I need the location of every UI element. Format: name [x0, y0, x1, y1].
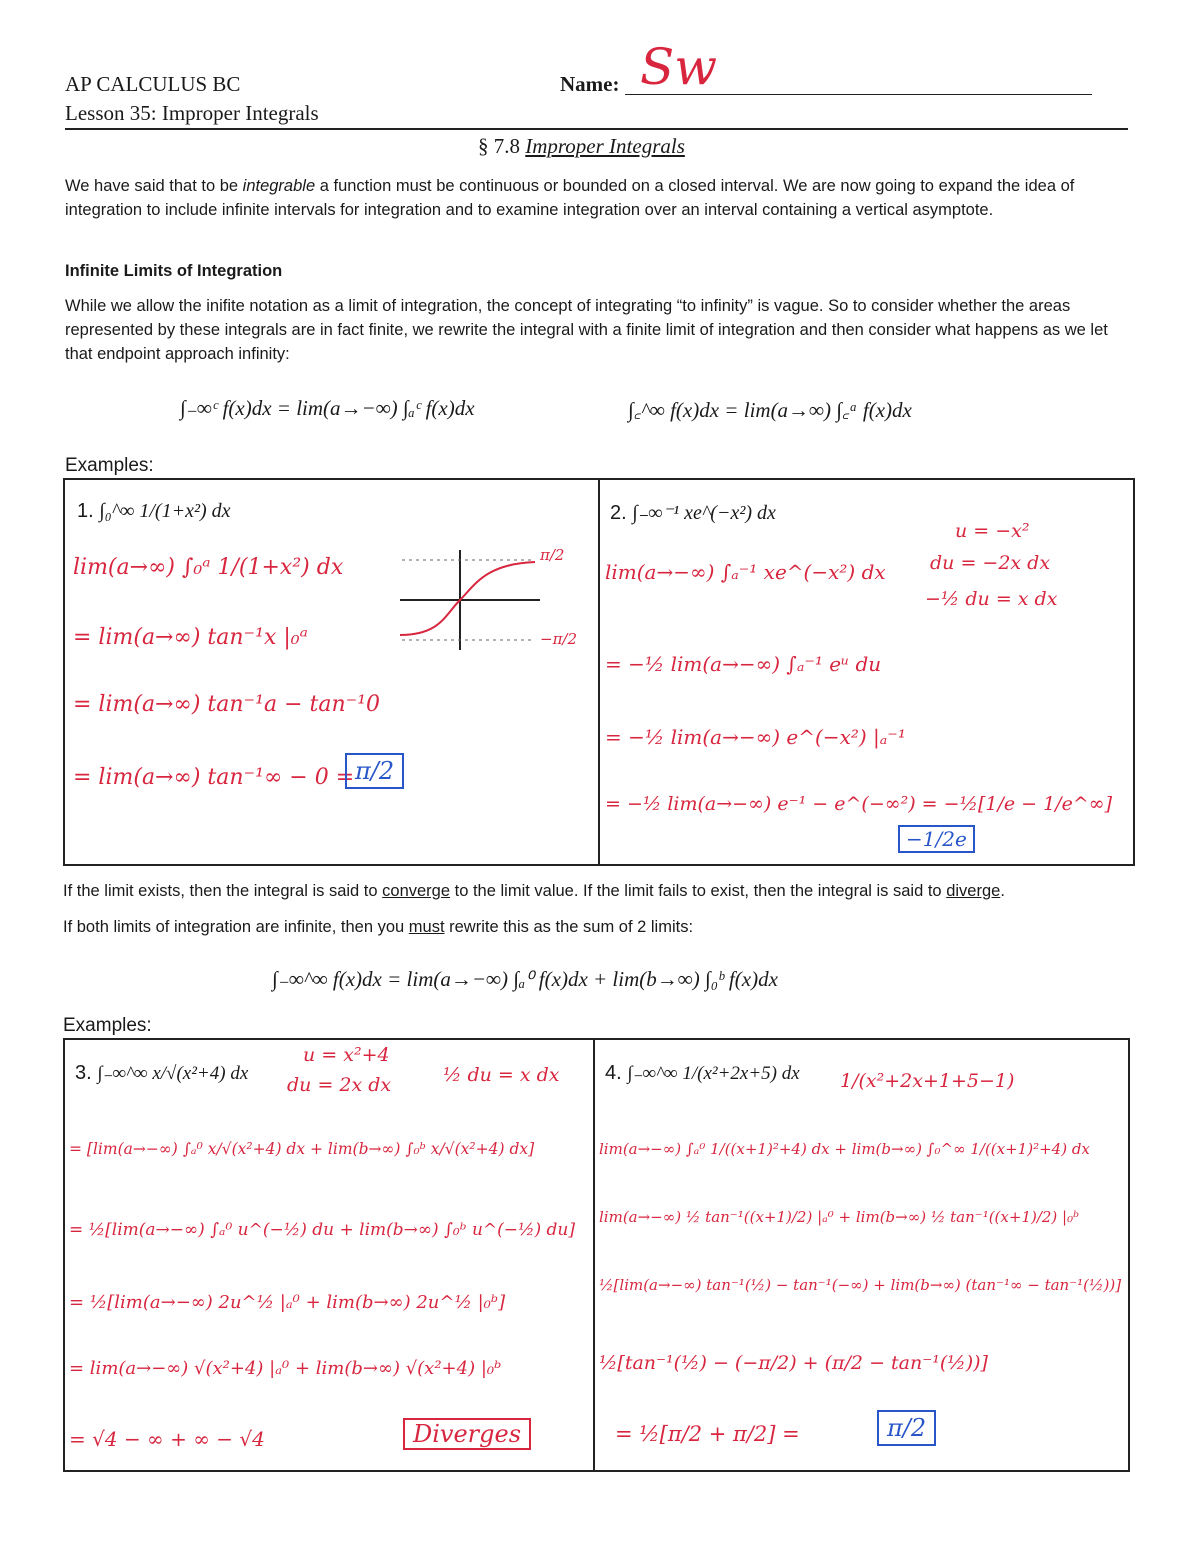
example-2-step-2: = −½ lim(a→−∞) ∫ₐ⁻¹ eᵘ du [605, 652, 882, 676]
example-2-answer: −1/2e [898, 825, 975, 853]
example-3-step-5: = √4 − ∞ + ∞ − √4 [69, 1427, 265, 1451]
example-2-problem: ∫₋∞⁻¹ xe^(−x²) dx [632, 502, 776, 524]
name-label: Name: [560, 72, 620, 96]
converge-word: converge [382, 882, 451, 900]
intro-text-1: We have said that to be [65, 177, 243, 195]
converge-text-c: to the limit value. If the limit fails to exist, then the integral is said to [450, 882, 947, 900]
both-limits-c: rewrite this as the sum of 2 limits: [444, 918, 694, 936]
example-2-header [610, 500, 776, 525]
graph-curve [400, 562, 535, 635]
examples-box-2 [63, 1038, 1130, 1472]
header-rule [65, 128, 1128, 130]
formula-right: ∫꜀^∞ f(x)dx = lim(a→∞) ∫꜀ᵃ f(x)dx [628, 398, 912, 422]
example-4-header [605, 1062, 800, 1085]
example-4-problem: ∫₋∞^∞ 1/(x²+2x+5) dx [627, 1063, 800, 1084]
example-3-number: 3. [75, 1062, 92, 1084]
example-3-step-4: = lim(a→−∞) √(x²+4) |ₐ⁰ + lim(b→∞) √(x²+4) |₀ᵇ [69, 1358, 502, 1379]
example-4-note: 1/(x²+2x+1+5−1) [840, 1070, 1015, 1092]
example-1-step-4: = lim(a→∞) tan⁻¹∞ − 0 = [73, 765, 355, 790]
section-number: § 7.8 [478, 134, 520, 158]
example-2-step-3: = −½ lim(a→−∞) e^(−x²) |ₐ⁻¹ [605, 725, 906, 749]
infinite-limits-paragraph: While we allow the inifite notation as a limit of integration, the concept of integrating “to infinity” is vague. So to consider whether the areas represented by these integrals are in fact finite, we rewrite the integral with a finite limit of integration and then consider what happens as we let that endpoint approach infinity: [65, 297, 1108, 363]
both-limits-paragraph [63, 915, 1143, 939]
example-3-sub-2: du = 2x dx [287, 1074, 392, 1096]
example-4-step-5: = ½[π/2 + π/2] = [615, 1422, 800, 1446]
example-4-step-1: lim(a→−∞) ∫ₐ⁰ 1/((x+1)²+4) dx + lim(b→∞) ∫₀^∞ 1/((x+1)²+4) dx [599, 1140, 1090, 1158]
example-3-problem: ∫₋∞^∞ x/√(x²+4) dx [97, 1063, 249, 1084]
example-3-answer: Diverges [403, 1418, 531, 1450]
example-2-step-4: = −½ lim(a→−∞) e⁻¹ − e^(−∞²) = −½[1/e − 1/e^∞] [605, 793, 1112, 815]
example-3-step-2: = ½[lim(a→−∞) ∫ₐ⁰ u^(−½) du + lim(b→∞) ∫₀ᵇ u^(−½) du] [69, 1220, 575, 1240]
example-2-sub-2: du = −2x dx [930, 552, 1051, 574]
example-2-sub-1: u = −x² [955, 520, 1030, 542]
example-2-step-1: lim(a→−∞) ∫ₐ⁻¹ xe^(−x²) dx [605, 560, 886, 584]
example-3 [65, 1040, 593, 1470]
formula-left: ∫₋∞ᶜ f(x)dx = lim(a→−∞) ∫ₐᶜ f(x)dx [180, 396, 475, 420]
example-1-step-2: = lim(a→∞) tan⁻¹x |₀ᵃ [73, 625, 308, 650]
example-1-number: 1. [77, 500, 94, 522]
section-name: Improper Integrals [525, 134, 685, 158]
graph-bottom-label: −π/2 [540, 630, 578, 648]
graph-top-label: π/2 [540, 546, 565, 564]
example-2 [600, 480, 1133, 864]
example-4 [595, 1040, 1128, 1470]
section-heading [478, 134, 685, 159]
intro-text-2: a function must be continuous or bounded on a closed interval. We are now going to expand the idea of integration to include infinite intervals for integration and to examine integration over an interval containing a vertical asymptote. [65, 177, 1075, 219]
example-4-step-3: ½[lim(a→−∞) tan⁻¹(½) − tan⁻¹(−∞) + lim(b→∞) (tan⁻¹∞ − tan⁻¹(½))] [599, 1276, 1122, 1294]
diverge-word: diverge [946, 882, 1001, 900]
infinite-limits-heading: Infinite Limits of Integration [65, 262, 283, 280]
example-3-step-3: = ½[lim(a→−∞) 2u^½ |ₐ⁰ + lim(b→∞) 2u^½ |₀ᵇ] [69, 1292, 506, 1313]
example-3-header [75, 1062, 248, 1085]
example-4-step-4: ½[tan⁻¹(½) − (−π/2) + (π/2 − tan⁻¹(½))] [599, 1352, 988, 1374]
converge-text-e: . [1000, 882, 1005, 900]
example-1-answer: π/2 [345, 753, 404, 789]
both-limits-a: If both limits of integration are infinite, then you [63, 918, 409, 936]
signature: Sw [640, 38, 718, 96]
example-2-sub-3: −½ du = x dx [925, 588, 1058, 610]
example-1-problem: ∫₀^∞ 1/(1+x²) dx [99, 500, 231, 522]
lesson-title: Lesson 35: Improper Integrals [65, 101, 319, 125]
converge-paragraph [63, 879, 1143, 903]
example-2-number: 2. [610, 502, 627, 524]
example-1-step-1: lim(a→∞) ∫₀ᵃ 1/(1+x²) dx [73, 555, 344, 580]
examples-label-2: Examples: [63, 1015, 152, 1036]
example-4-step-2: lim(a→−∞) ½ tan⁻¹((x+1)/2) |ₐ⁰ + lim(b→∞) ½ tan⁻¹((x+1)/2) |₀ᵇ [599, 1208, 1080, 1226]
example-1-header [77, 500, 231, 523]
converge-text-a: If the limit exists, then the integral is said to [63, 882, 383, 900]
example-4-number: 4. [605, 1062, 622, 1084]
examples-box-1 [63, 478, 1135, 866]
example-3-sub-1: u = x²+4 [303, 1044, 390, 1066]
example-3-step-1: = [lim(a→−∞) ∫ₐ⁰ x/√(x²+4) dx + lim(b→∞) ∫₀ᵇ x/√(x²+4) dx] [69, 1140, 535, 1158]
example-4-answer: π/2 [877, 1410, 936, 1446]
intro-paragraph [65, 174, 1125, 222]
example-1-step-3: = lim(a→∞) tan⁻¹a − tan⁻¹0 [73, 692, 381, 717]
example-1 [65, 480, 598, 864]
formula-both-limits: ∫₋∞^∞ f(x)dx = lim(a→−∞) ∫ₐ⁰ f(x)dx + lim(b→∞) ∫₀ᵇ f(x)dx [272, 967, 778, 991]
example-3-sub-3: ½ du = x dx [443, 1064, 560, 1086]
must-word: must [408, 918, 445, 936]
course-title: AP CALCULUS BC [65, 72, 241, 96]
examples-label-1: Examples: [65, 455, 154, 476]
intro-italic: integrable [242, 177, 316, 195]
